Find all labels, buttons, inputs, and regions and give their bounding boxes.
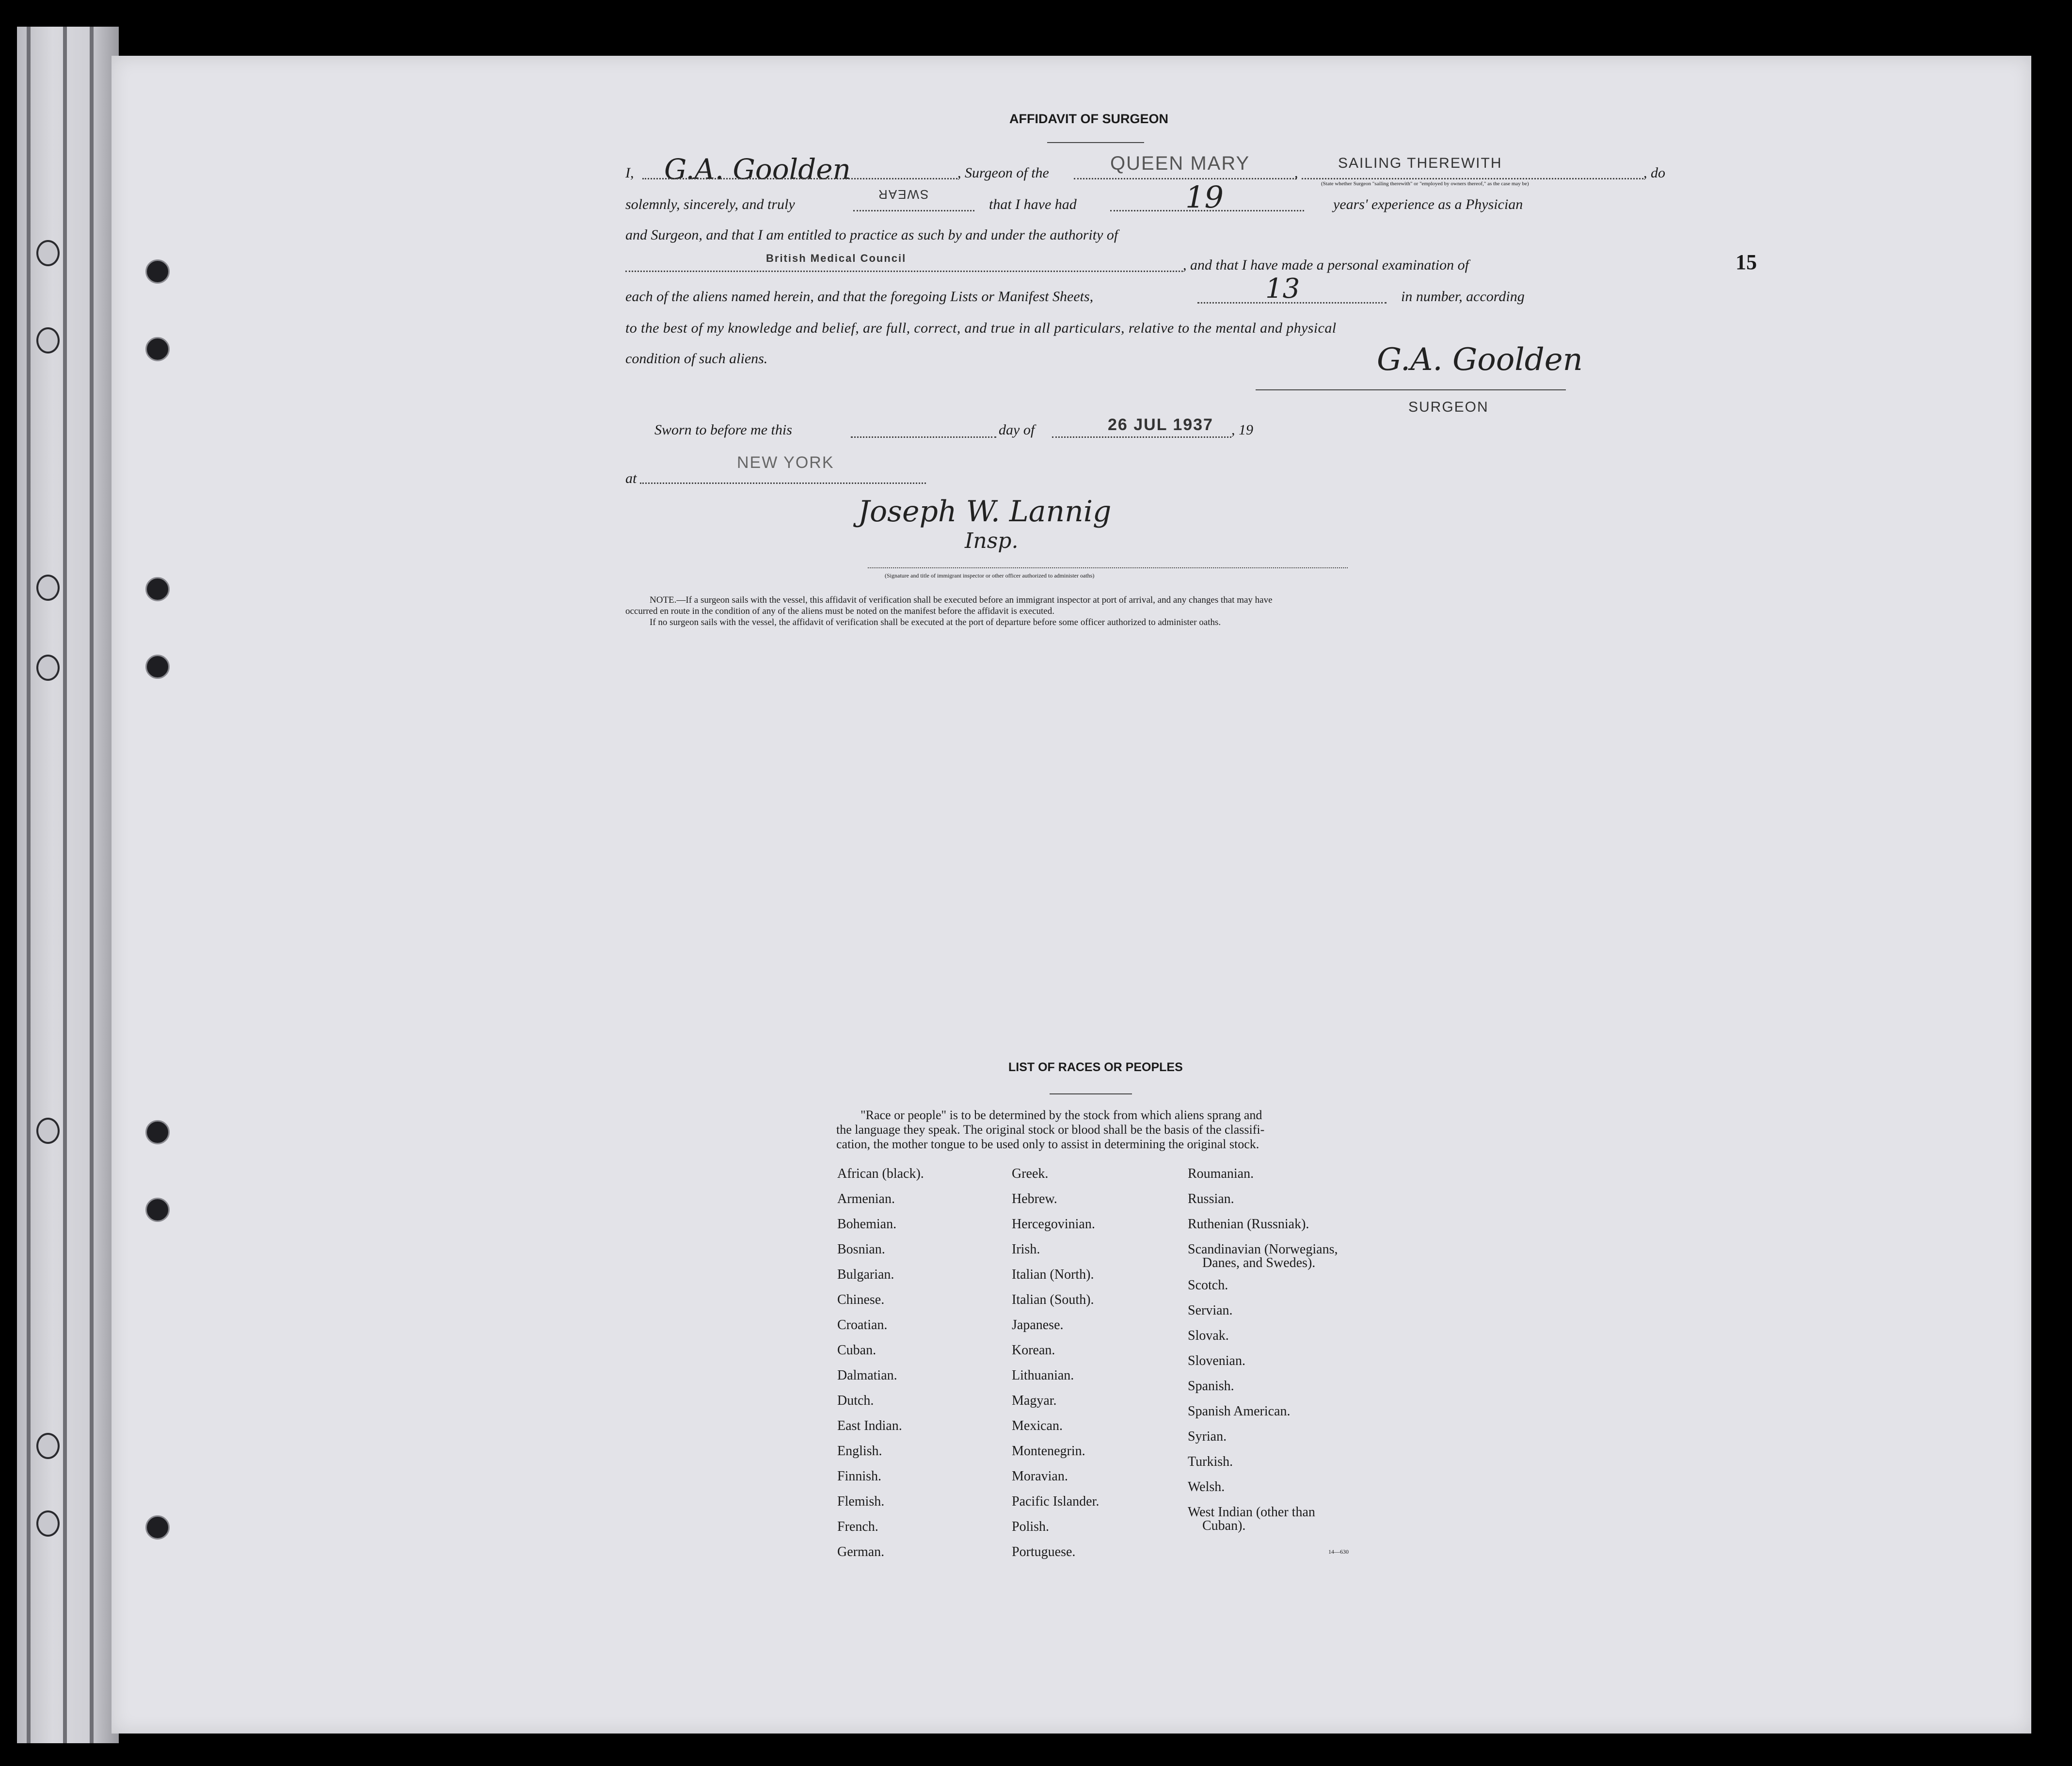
race-item: Slovak. bbox=[1188, 1328, 1229, 1343]
note-line-1: NOTE.—If a surgeon sails with the vessel, this affidavit of verification shall be executed before an immigrant inspector at port of arrival, and any changes that may have bbox=[650, 595, 1273, 605]
race-item: Cuban. bbox=[837, 1343, 877, 1358]
binder-edge bbox=[90, 27, 94, 1743]
affidavit-line-5-b: in number, according bbox=[1401, 289, 1525, 305]
race-item: Bohemian. bbox=[837, 1217, 897, 1232]
race-item: Italian (South). bbox=[1012, 1292, 1094, 1307]
surgeon-signature: G.A. Goolden bbox=[1377, 342, 1583, 378]
affidavit-line-6: to the best of my knowledge and belief, are full, correct, and true in all particulars, relative to the mental and physical bbox=[625, 320, 1337, 336]
punch-hole bbox=[145, 1515, 170, 1540]
surgeon-label: SURGEON bbox=[1408, 399, 1489, 415]
race-item: Italian (North). bbox=[1012, 1267, 1094, 1282]
punch-hole bbox=[145, 259, 170, 284]
binder-hole bbox=[36, 655, 60, 681]
race-item: African (black). bbox=[837, 1166, 924, 1181]
race-item: Japanese. bbox=[1012, 1317, 1064, 1333]
race-item: Dalmatian. bbox=[837, 1368, 897, 1383]
race-item: Scotch. bbox=[1188, 1278, 1228, 1293]
affidavit-line-1-comma: , bbox=[1294, 165, 1298, 181]
race-item: Hebrew. bbox=[1012, 1191, 1057, 1206]
binder-hole bbox=[36, 240, 60, 266]
sworn-day-of: day of bbox=[999, 422, 1035, 438]
note-line-2: occurred en route in the condition of any of the aliens must be noted on the manifest before the affidavit is executed. bbox=[625, 606, 1054, 616]
race-item: Russian. bbox=[1188, 1191, 1234, 1206]
vessel-stamp: QUEEN MARY bbox=[1110, 153, 1250, 174]
binder-edge bbox=[63, 27, 67, 1743]
binder-hole bbox=[36, 575, 60, 601]
title-rule bbox=[1047, 142, 1144, 143]
binder-spine bbox=[17, 27, 119, 1743]
punch-hole bbox=[145, 337, 170, 361]
at-label: at bbox=[625, 470, 637, 486]
race-item: Korean. bbox=[1012, 1343, 1055, 1358]
race-item: Roumanian. bbox=[1188, 1166, 1254, 1181]
binder-hole bbox=[36, 1118, 60, 1144]
race-item: Finnish. bbox=[837, 1469, 882, 1484]
years-line bbox=[1110, 210, 1304, 211]
race-item: Hercegovinian. bbox=[1012, 1217, 1095, 1232]
races-intro-2: the language they speak. The original stock or blood shall be the basis of the classifi- bbox=[836, 1123, 1265, 1137]
punch-hole bbox=[145, 655, 170, 679]
race-item: Bulgarian. bbox=[837, 1267, 894, 1282]
affidavit-line-3: and Surgeon, and that I am entitled to practice as such by and under the authority of bbox=[625, 227, 1118, 243]
race-item: Croatian. bbox=[837, 1317, 888, 1333]
sworn-day-line bbox=[851, 436, 996, 438]
punch-hole bbox=[145, 577, 170, 601]
race-item: Danes, and Swedes). bbox=[1202, 1255, 1316, 1270]
sworn-date-line bbox=[1052, 436, 1231, 438]
swear-line bbox=[853, 210, 974, 211]
races-intro-1: "Race or people" is to be determined by the stock from which aliens sprang and bbox=[861, 1108, 1262, 1122]
years-handwritten: 19 bbox=[1185, 179, 1224, 215]
affidavit-line-4: , and that I have made a personal examination of bbox=[1183, 257, 1469, 273]
race-item: Syrian. bbox=[1188, 1429, 1227, 1444]
races-title-rule bbox=[1050, 1093, 1132, 1094]
race-item: Chinese. bbox=[837, 1292, 885, 1307]
surgeon-name-handwritten: G.A. Goolden bbox=[664, 153, 851, 186]
races-title: LIST OF RACES OR PEOPLES bbox=[1008, 1060, 1183, 1074]
affidavit-line-2-had: that I have had bbox=[989, 196, 1077, 212]
punch-hole bbox=[145, 1198, 170, 1222]
race-item: Irish. bbox=[1012, 1242, 1040, 1257]
inspector-title: Insp. bbox=[965, 529, 1019, 553]
affidavit-line-7: condition of such aliens. bbox=[625, 351, 768, 367]
race-item: Cuban). bbox=[1202, 1518, 1246, 1533]
affidavit-line-1-do: , do bbox=[1643, 165, 1665, 181]
race-item: Welsh. bbox=[1188, 1479, 1225, 1494]
affidavit-line-1-i: I, bbox=[625, 165, 634, 181]
race-item: Slovenian. bbox=[1188, 1353, 1245, 1368]
affidavit-line-1-surgeon-of: , Surgeon of the bbox=[957, 165, 1049, 181]
race-item: French. bbox=[837, 1519, 878, 1534]
race-item: Mexican. bbox=[1012, 1418, 1063, 1433]
race-item: English. bbox=[837, 1444, 882, 1459]
race-item: Scandinavian (Norwegians, bbox=[1188, 1242, 1338, 1257]
race-item: Flemish. bbox=[837, 1494, 885, 1509]
place-stamp: NEW YORK bbox=[737, 453, 834, 472]
document-page bbox=[112, 56, 2031, 1734]
affidavit-line-5-a: each of the aliens named herein, and that the foregoing Lists or Manifest Sheets, bbox=[625, 289, 1094, 305]
race-item: Spanish American. bbox=[1188, 1404, 1291, 1419]
affidavit-line-2-years: years' experience as a Physician bbox=[1333, 196, 1523, 212]
affidavit-title: AFFIDAVIT OF SURGEON bbox=[1009, 112, 1168, 126]
race-item: Dutch. bbox=[837, 1393, 874, 1408]
authority-stamp: British Medical Council bbox=[766, 252, 907, 264]
punch-hole bbox=[145, 1120, 170, 1144]
race-item: Montenegrin. bbox=[1012, 1444, 1085, 1459]
surgeon-name-line bbox=[642, 178, 957, 179]
binder-hole bbox=[36, 1433, 60, 1459]
race-item: Spanish. bbox=[1188, 1379, 1234, 1394]
sheets-line bbox=[1197, 302, 1387, 304]
race-item: Greek. bbox=[1012, 1166, 1049, 1181]
sailing-line bbox=[1302, 178, 1643, 179]
inspector-signature-caption: (Signature and title of immigrant inspector or other officer authorized to administer oaths) bbox=[885, 572, 1095, 579]
race-item: West Indian (other than bbox=[1188, 1505, 1315, 1520]
race-item: Portuguese. bbox=[1012, 1544, 1076, 1559]
race-item: Turkish. bbox=[1188, 1454, 1233, 1469]
race-item: Polish. bbox=[1012, 1519, 1050, 1534]
race-item: Moravian. bbox=[1012, 1469, 1068, 1484]
signature-line bbox=[1256, 389, 1566, 390]
race-item: Bosnian. bbox=[837, 1242, 885, 1257]
page-number: 15 bbox=[1736, 250, 1757, 274]
binder-hole bbox=[36, 1510, 60, 1537]
race-item: Ruthenian (Russniak). bbox=[1188, 1217, 1309, 1232]
race-item: Magyar. bbox=[1012, 1393, 1057, 1408]
race-item: Servian. bbox=[1188, 1303, 1233, 1318]
note-line-3: If no surgeon sails with the vessel, the affidavit of verification shall be executed at the port of departure before some officer authorized to administer oaths. bbox=[650, 617, 1221, 627]
race-item: German. bbox=[837, 1544, 885, 1559]
sworn-19: , 19 bbox=[1231, 422, 1253, 438]
binder-hole bbox=[36, 327, 60, 353]
sworn-date-stamp: 26 JUL 1937 bbox=[1108, 416, 1213, 434]
race-item: Pacific Islander. bbox=[1012, 1494, 1100, 1509]
sheets-handwritten: 13 bbox=[1265, 273, 1300, 305]
affidavit-line-2-solemnly: solemnly, sincerely, and truly bbox=[625, 196, 795, 212]
race-item: Armenian. bbox=[837, 1191, 895, 1206]
sworn-text: Sworn to before me this bbox=[654, 422, 792, 438]
inspector-signature-line bbox=[868, 567, 1348, 568]
place-line bbox=[640, 482, 926, 484]
races-intro-3: cation, the mother tongue to be used only to assist in determining the original stock. bbox=[836, 1137, 1259, 1151]
inspector-signature: Joseph W. Lannig bbox=[858, 495, 1112, 529]
race-item: Lithuanian. bbox=[1012, 1368, 1074, 1383]
sailing-note: (State whether Surgeon "sailing therewith" or "employed by owners thereof," as the case may be) bbox=[1321, 181, 1529, 187]
sailing-stamp: SAILING THEREWITH bbox=[1338, 155, 1502, 171]
race-item: East Indian. bbox=[837, 1418, 902, 1433]
binder-edge bbox=[27, 27, 31, 1743]
form-code: 14—630 bbox=[1328, 1548, 1349, 1555]
authority-line bbox=[625, 271, 1183, 272]
swear-stamp: SWEAR bbox=[877, 187, 929, 202]
